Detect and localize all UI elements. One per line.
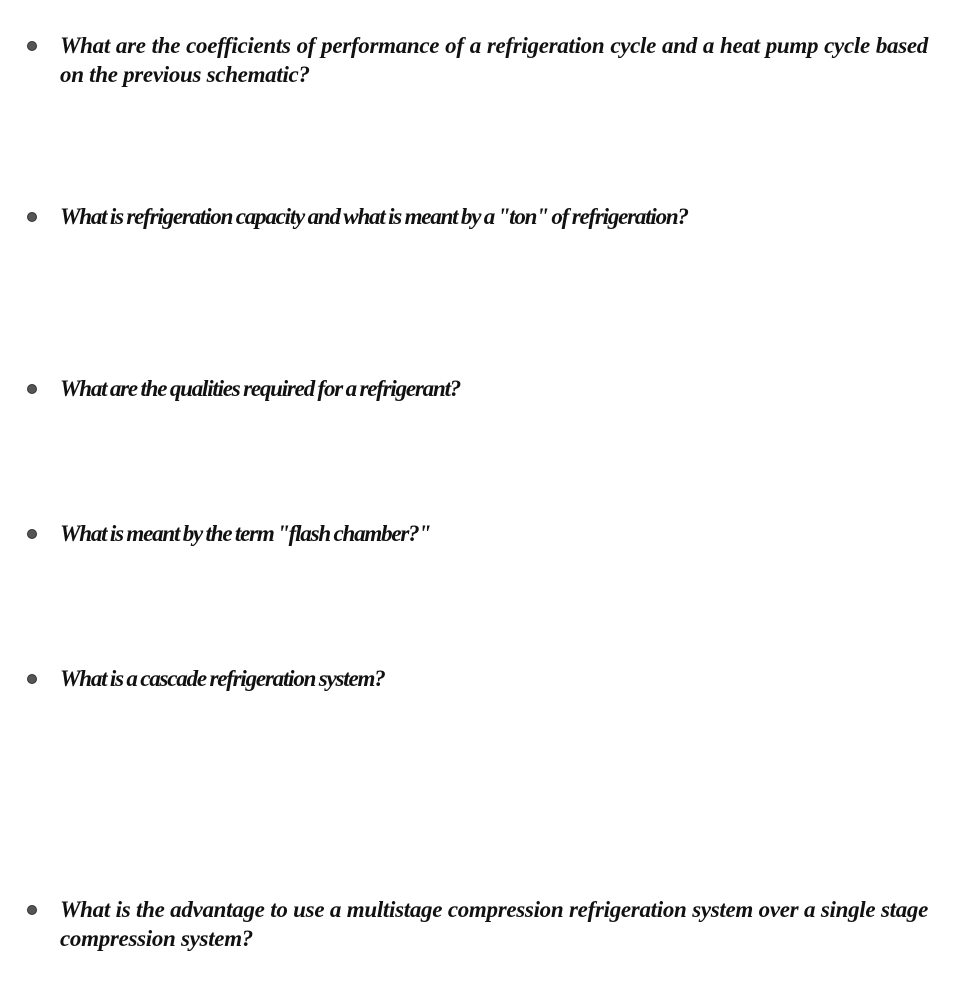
question-text: What are the qualities required for a refrigerant?	[60, 376, 461, 401]
bullet-icon	[27, 212, 37, 222]
question-text: What is meant by the term "flash chamber?"	[60, 521, 431, 546]
question-text: What are the coefficients of performance of a refrigeration cycle and a heat pump cycle based on the previous schematic?	[60, 33, 928, 87]
question-text: What is the advantage to use a multistage compression refrigeration system over a single stage compression system?	[60, 897, 928, 951]
bullet-icon	[27, 905, 37, 915]
bullet-icon	[27, 674, 37, 684]
bullet-icon	[27, 384, 37, 394]
bullet-icon	[27, 41, 37, 51]
bullet-icon	[27, 529, 37, 539]
question-text: What is refrigeration capacity and what is meant by a "ton" of refrigeration?	[60, 204, 688, 229]
question-text: What is a cascade refrigeration system?	[60, 666, 385, 691]
